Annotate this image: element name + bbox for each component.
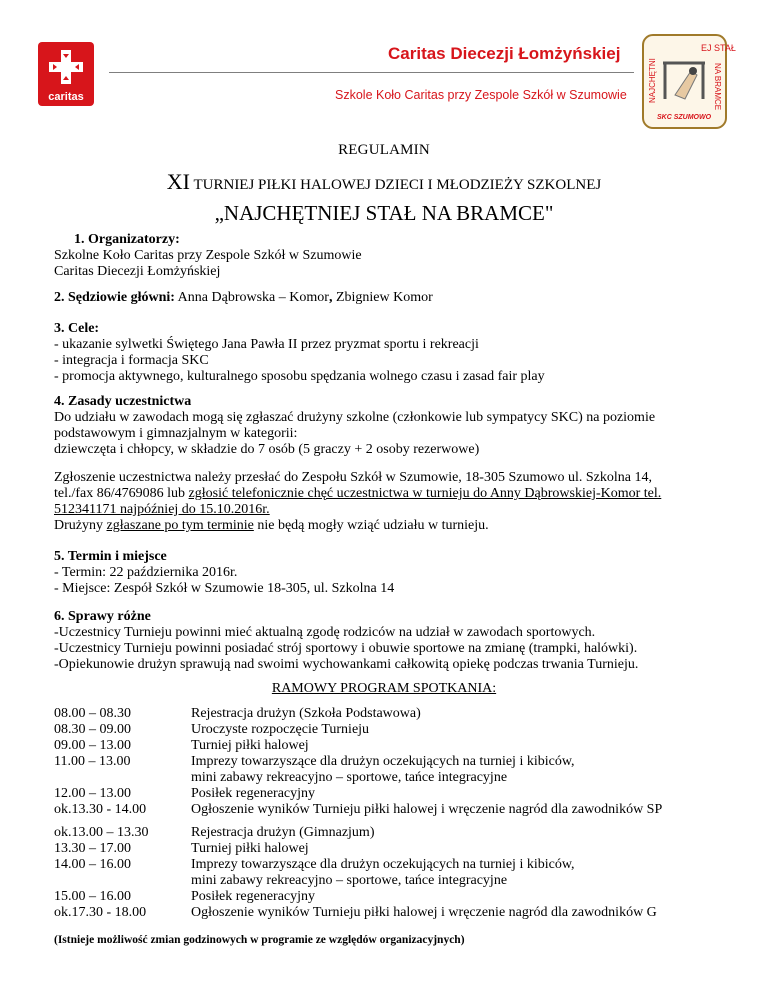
s3-l3: - promocja aktywnego, kulturalnego sposobu spędzania wolnego czasu i zasad fair play [54, 369, 545, 384]
s2-comma: , [328, 290, 333, 305]
s4-p2-l2 [54, 486, 661, 502]
program-item: Ogłoszenie wyników Turnieju piłki halowej i wręczenie nagród dla zawodników SP [191, 802, 663, 817]
program-item: Turniej piłki halowej [191, 841, 309, 856]
program-item: Rejestracja drużyn (Gimnazjum) [191, 825, 375, 840]
program-item: mini zabawy rekreacyjno – sportowe, tańce integracyjne [191, 770, 508, 785]
program-time: ok.17.30 - 18.00 [54, 905, 147, 920]
org-title: Caritas Diecezji Łomżyńskiej [388, 44, 621, 63]
program-item: mini zabawy rekreacyjno – sportowe, tańce integracyjne [191, 873, 508, 888]
svg-text:NAJCHĘTNI: NAJCHĘTNI [648, 58, 657, 103]
s3-heading: 3. Cele: [54, 321, 100, 336]
program-heading: RAMOWY PROGRAM SPOTKANIA: [271, 681, 497, 696]
svg-text:NA BRAMCE: NA BRAMCE [713, 63, 722, 111]
program-item: Posiłek regeneracyjny [191, 889, 316, 904]
program-item: Turniej piłki halowej [191, 738, 309, 753]
program-time [54, 873, 149, 889]
skc-badge [641, 33, 736, 130]
tournament-title [0, 169, 768, 195]
s3-l1: - ukazanie sylwetki Świętego Jana Pawła II przez pryzmat sportu i rekreacji [54, 337, 479, 352]
s1-line2: Caritas Diecezji Łomżyńskiej [54, 264, 221, 279]
s5-heading: 5. Termin i miejsce [54, 549, 167, 564]
s6-heading: 6. Sprawy różne [54, 609, 151, 624]
s4-l2: podstawowym i gimnazjalnym w kategorii: [54, 426, 298, 441]
program-item: Imprezy towarzyszące dla drużyn oczekujących na turniej i kibiców, [191, 857, 575, 872]
s6-l1: -Uczestnicy Turnieju powinni mieć aktualną zgodę rodziców na udział w zawodach sportowych. [54, 625, 596, 640]
program-item: Imprezy towarzyszące dla drużyn oczekujących na turniej i kibiców, [191, 754, 575, 769]
doc-title: REGULAMIN [338, 142, 430, 158]
s2-text: Anna Dąbrowska – Komor [174, 290, 329, 305]
program-time: ok.13.00 – 13.30 [54, 825, 149, 840]
s2-text2: Zbigniew Komor [332, 290, 433, 305]
program-time: 08.00 – 08.30 [54, 706, 131, 721]
s4-l3: dziewczęta i chłopcy, w składzie do 7 osób (5 graczy + 2 osoby rezerwowe) [54, 442, 480, 457]
program-time: 09.00 – 13.00 [54, 738, 131, 753]
s1-line1: Szkolne Koło Caritas przy Zespole Szkół w Szumowie [54, 248, 362, 263]
program-time: ok.13.30 - 14.00 [54, 802, 147, 817]
program-time: 11.00 – 13.00 [54, 754, 131, 769]
svg-text:EJ STAŁ: EJ STAŁ [701, 43, 736, 53]
program-block2-times [54, 825, 149, 921]
s4-p2-l3: 512341171 najpóźniej do 15.10.2016r. [54, 502, 270, 517]
s5-l2: - Miejsce: Zespół Szkół w Szumowie 18-305, ul. Szkolna 14 [54, 581, 395, 596]
s6-l2: -Uczestnicy Turnieju powinni posiadać strój sportowy i obuwie sportowe na zmianę (trampki, halówki). [54, 641, 638, 656]
program-item: Uroczyste rozpoczęcie Turnieju [191, 722, 370, 737]
header-divider [109, 72, 634, 73]
svg-text:caritas: caritas [48, 91, 84, 103]
s4-p2-l2b: zgłosić telefonicznie chęć uczestnictwa w turnieju do Anny Dąbrowskiej-Komor tel. [188, 486, 662, 501]
program-time: 14.00 – 16.00 [54, 857, 131, 872]
program-time: 13.30 – 17.00 [54, 841, 131, 856]
s4-p2-l2a: tel./fax 86/4769086 lub [54, 486, 189, 501]
program-time [54, 770, 146, 786]
program-block1-desc [191, 706, 662, 818]
s4-p2-l4a: Drużyny [54, 518, 107, 533]
s6-l3: -Opiekunowie drużyn sprawują nad swoimi wychowankami całkowitą opiekę podczas trwania Turnieju. [54, 657, 639, 672]
s5-l1: - Termin: 22 października 2016r. [54, 565, 238, 580]
caritas-logo [38, 42, 94, 106]
s4-p2-l4 [54, 518, 489, 534]
program-time: 12.00 – 13.00 [54, 786, 131, 801]
org-subtitle: Szkole Koło Caritas przy Zespole Szkół w Szumowie [335, 88, 627, 102]
program-item: Posiłek regeneracyjny [191, 786, 316, 801]
s4-heading: 4. Zasady uczestnictwa [54, 394, 192, 409]
program-item: Ogłoszenie wyników Turnieju piłki halowej i wręczenie nagród dla zawodników G [191, 905, 657, 920]
program-time: 08.30 – 09.00 [54, 722, 131, 737]
svg-text:SKC SZUMOWO: SKC SZUMOWO [656, 114, 712, 121]
s4-p2-l1: Zgłoszenie uczestnictwa należy przesłać do Zespołu Szkół w Szumowie, 18-305 Szumowo ul. Szkolna 14, [54, 470, 652, 485]
s1-heading: 1. Organizatorzy: [74, 232, 180, 247]
s2-heading: 2. Sędziowie główni: [54, 290, 175, 305]
program-time: 15.00 – 16.00 [54, 889, 131, 904]
program-item: Rejestracja drużyn (Szkoła Podstawowa) [191, 706, 421, 721]
edition-number: XI [166, 169, 190, 194]
s3-l2: - integracja i formacja SKC [54, 353, 209, 368]
s2-line [54, 290, 433, 306]
s4-p2-l4b: zgłaszane po tym terminie [106, 518, 254, 533]
s4-p2-l4c: nie będą mogły wziąć udziału w turnieju. [253, 518, 489, 533]
s4-l1: Do udziału w zawodach mogą się zgłaszać drużyny szkolne (członkowie lub sympatycy SKC) na poziomie [54, 410, 656, 425]
program-block1-times [54, 706, 146, 818]
tournament-motto: „NAJCHĘTNIEJ STAŁ NA BRAMCE" [214, 201, 554, 225]
program-note: (Istnieje możliwość zmian godzinowych w programie ze względów organizacyjnych) [54, 934, 465, 946]
program-block2-desc [191, 825, 657, 921]
tournament-name: TURNIEJ PIŁKI HALOWEJ DZIECI I MŁODZIEŻY SZKOLNEJ [193, 177, 602, 193]
